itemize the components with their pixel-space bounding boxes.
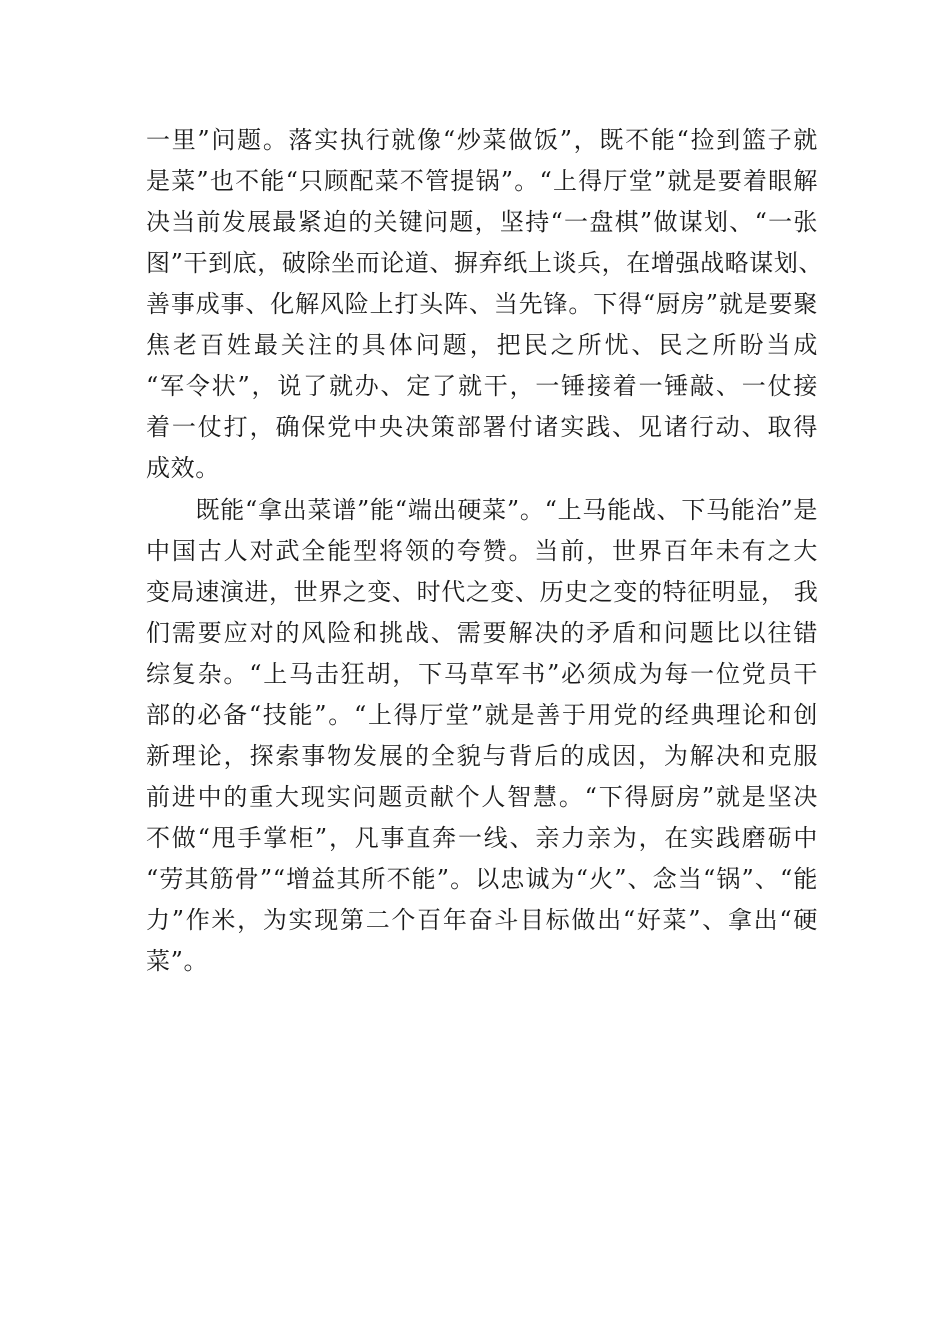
paragraph-1-line: 决当前发展最紧迫的关键问题，坚持“一盘棋”做谋划、“一张 bbox=[146, 208, 818, 236]
paragraph-2-line: 既能“拿出菜谱”能“端出硬菜”。“上马能战、下马能治”是 bbox=[146, 496, 818, 524]
paragraph-1-line: 一里”问题。落实执行就像“炒菜做饭”，既不能“捡到篮子就 bbox=[146, 126, 818, 154]
paragraph-2-line: 部的必备“技能”。“上得厅堂”就是善于用党的经典理论和创 bbox=[146, 701, 818, 729]
paragraph-2-last-line: 菜”。 bbox=[146, 947, 209, 975]
paragraph-2-line: 不做“甩手掌柜”，凡事直奔一线、亲力亲为，在实践磨砺中 bbox=[146, 824, 818, 852]
paragraph-2-line: 前进中的重大现实问题贡献个人智慧。“下得厨房”就是坚决 bbox=[146, 783, 818, 811]
paragraph-2-line: 们需要应对的风险和挑战、需要解决的矛盾和问题比以往错 bbox=[146, 619, 818, 647]
paragraph-2-line: 综复杂。“上马击狂胡，下马草军书”必须成为每一位党员干 bbox=[146, 660, 818, 688]
paragraph-1-line: 是菜”也不能“只顾配菜不管提锅”。“上得厅堂”就是要着眼解 bbox=[146, 167, 818, 195]
paragraph-1-line: 着一仗打，确保党中央决策部署付诸实践、见诸行动、取得 bbox=[146, 413, 818, 441]
paragraph-2-line: 新理论，探索事物发展的全貌与背后的成因，为解决和克服 bbox=[146, 742, 818, 770]
paragraph-1 bbox=[146, 120, 824, 489]
paragraph-1-line: 善事成事、化解风险上打头阵、当先锋。下得“厨房”就是要聚 bbox=[146, 290, 818, 318]
paragraph-2-line: 力”作米，为实现第二个百年奋斗目标做出“好菜”、拿出“硬 bbox=[146, 906, 818, 934]
paragraph-2 bbox=[146, 490, 818, 982]
paragraph-1-line: 图”干到底，破除坐而论道、摒弃纸上谈兵，在增强战略谋划、 bbox=[146, 249, 824, 277]
paragraph-1-last-line: 成效。 bbox=[146, 454, 220, 482]
paragraph-2-line: 变局速演进，世界之变、时代之变、历史之变的特征明显， 我 bbox=[146, 578, 819, 606]
paragraph-1-line: 焦老百姓最关注的具体问题，把民之所忧、民之所盼当成 bbox=[146, 331, 818, 359]
paragraph-1-line: “军令状”，说了就办、定了就干，一锤接着一锤敲、一仗接 bbox=[146, 372, 818, 400]
paragraph-2-line: “劳其筋骨”“增益其所不能”。以忠诚为“火”、念当“锅”、“能 bbox=[146, 865, 818, 893]
paragraph-2-line: 中国古人对武全能型将领的夸赞。当前，世界百年未有之大 bbox=[146, 537, 818, 565]
